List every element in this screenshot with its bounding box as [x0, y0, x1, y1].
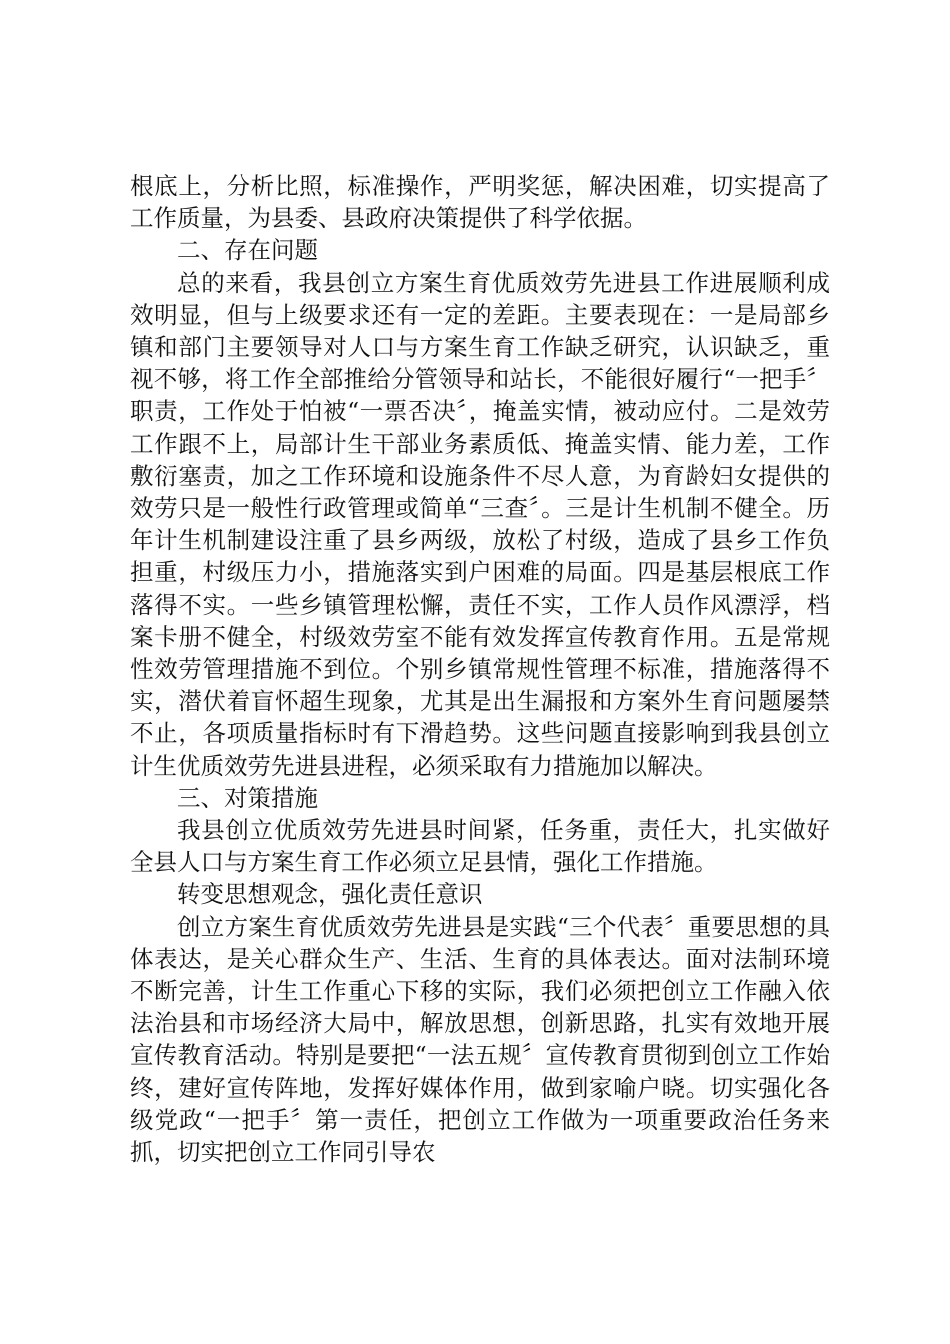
paragraph-continuation: 根底上，分析比照，标准操作，严明奖惩，解决困难，切实提高了工作质量，为县委、县政府决策提供了科学依据。: [130, 172, 830, 233]
paragraph-measures-intro: 我县创立优质效劳先进县时间紧，任务重，责任大，扎实做好全县人口与方案生育工作必须立足县情，强化工作措施。: [130, 816, 830, 877]
subheading-change-thinking: 转变思想观念，强化责任意识: [177, 880, 483, 909]
section-heading-problems: 二、存在问题: [177, 236, 318, 265]
section-heading-measures: 三、对策措施: [177, 783, 318, 812]
paragraph-problems: 总的来看，我县创立方案生育优质效劳先进县工作进展顺利成效明显，但与上级要求还有一定的差距。主要表现在：一是局部乡镇和部门主要领导对人口与方案生育工作缺乏研究，认识缺乏，重视不够，将工作全部推给分管领导和站长，不能很好履行“一把手〞职责，工作处于怕被“一票否决〞，掩盖实情，被动应付。二是效劳工作跟不上，局部计生干部业务素质低、掩盖实情、能力差，工作敷衍塞责，加之工作环境和设施条件不尽人意，为育龄妇女提供的效劳只是一般性行政管理或简单“三查〞。三是计生机制不健全。历年计生机制建设注重了县乡两级，放松了村级，造成了县乡工作负担重，村级压力小，措施落实到户困难的局面。四是基层根底工作落得不实。一些乡镇管理松懈，责任不实，工作人员作风漂浮，档案卡册不健全，村级效劳室不能有效发挥宣传教育作用。五是常规性效劳管理措施不到位。个别乡镇常规性管理不标准，措施落得不实，潜伏着盲怀超生现象，尤其是出生漏报和方案外生育问题屡禁不止，各项质量指标时有下滑趋势。这些问题直接影响到我县创立计生优质效劳先进县进程，必须采取有力措施加以解决。: [130, 268, 830, 780]
document-body: [130, 170, 830, 1168]
paragraph-change-thinking: 创立方案生育优质效劳先进县是实践“三个代表〞重要思想的具体表达，是关心群众生产、生活、生育的具体表达。面对法制环境不断完善，计生工作重心下移的实际，我们必须把创立工作融入依法治县和市场经济大局中，解放思想，创新思路，扎实有效地开展宣传教育活动。特别是要把“一法五规〞宣传教育贯彻到创立工作始终，建好宣传阵地，发挥好媒体作用，做到家喻户晓。切实强化各级党政“一把手〞第一责任，把创立工作做为一项重要政治任务来抓，切实把创立工作同引导农: [130, 912, 830, 1167]
